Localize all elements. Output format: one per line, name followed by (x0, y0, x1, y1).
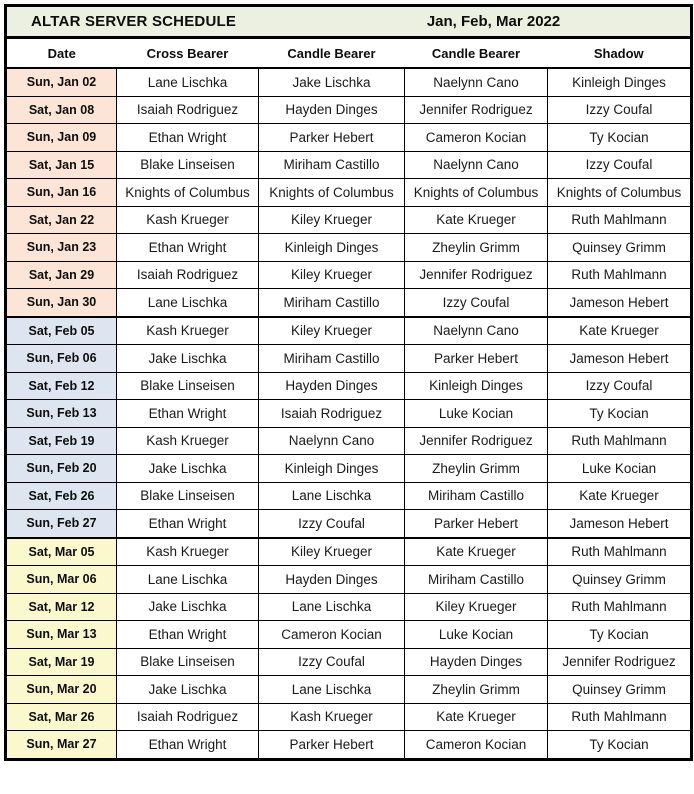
assignment-cell: Ruth Mahlmann (548, 261, 692, 289)
table-row (6, 234, 692, 262)
assignment-cell: Luke Kocian (405, 621, 548, 649)
col-header-candle-bearer-2: Candle Bearer (405, 38, 548, 69)
table-row (6, 510, 692, 538)
table-row (6, 179, 692, 207)
date-cell: Sun, Feb 06 (6, 345, 117, 373)
assignment-cell: Hayden Dinges (405, 648, 548, 676)
date-cell: Sat, Jan 08 (6, 96, 117, 124)
assignment-cell: Kiley Krueger (259, 206, 405, 234)
assignment-cell: Lane Lischka (117, 566, 259, 594)
assignment-cell: Parker Hebert (405, 345, 548, 373)
table-row (6, 345, 692, 373)
assignment-cell: Naelynn Cano (405, 68, 548, 96)
table-row (6, 372, 692, 400)
assignment-cell: Jennifer Rodriguez (405, 427, 548, 455)
table-row (6, 400, 692, 428)
assignment-cell: Blake Linseisen (117, 151, 259, 179)
assignment-cell: Hayden Dinges (259, 372, 405, 400)
assignment-cell: Izzy Coufal (259, 510, 405, 538)
assignment-cell: Kash Krueger (117, 206, 259, 234)
assignment-cell: Parker Hebert (259, 124, 405, 152)
assignment-cell: Kate Krueger (548, 482, 692, 510)
assignment-cell: Jameson Hebert (548, 510, 692, 538)
assignment-cell: Hayden Dinges (259, 566, 405, 594)
assignment-cell: Knights of Columbus (548, 179, 692, 207)
assignment-cell: Jake Lischka (117, 676, 259, 704)
assignment-cell: Jake Lischka (117, 593, 259, 621)
table-row (6, 648, 692, 676)
assignment-cell: Quinsey Grimm (548, 234, 692, 262)
assignment-cell: Quinsey Grimm (548, 566, 692, 594)
assignment-cell: Knights of Columbus (405, 179, 548, 207)
assignment-cell: Jameson Hebert (548, 345, 692, 373)
page-title: ALTAR SERVER SCHEDULE (31, 13, 237, 30)
table-row (6, 289, 692, 317)
col-header-cross-bearer: Cross Bearer (117, 38, 259, 69)
assignment-cell: Jameson Hebert (548, 289, 692, 317)
date-cell: Sat, Jan 15 (6, 151, 117, 179)
table-row (6, 261, 692, 289)
col-header-date: Date (6, 38, 117, 69)
date-cell: Sat, Mar 12 (6, 593, 117, 621)
date-cell: Sat, Jan 29 (6, 261, 117, 289)
assignment-cell: Hayden Dinges (259, 96, 405, 124)
assignment-cell: Kiley Krueger (259, 317, 405, 345)
assignment-cell: Jennifer Rodriguez (405, 261, 548, 289)
assignment-cell: Kate Krueger (405, 538, 548, 566)
date-cell: Sat, Mar 05 (6, 538, 117, 566)
assignment-cell: Miriham Castillo (259, 345, 405, 373)
col-header-candle-bearer-1: Candle Bearer (259, 38, 405, 69)
assignment-cell: Kinleigh Dinges (259, 455, 405, 483)
assignment-cell: Izzy Coufal (548, 151, 692, 179)
assignment-cell: Naelynn Cano (259, 427, 405, 455)
date-cell: Sun, Feb 20 (6, 455, 117, 483)
schedule-table (4, 4, 693, 761)
assignment-cell: Jennifer Rodriguez (548, 648, 692, 676)
date-cell: Sat, Mar 19 (6, 648, 117, 676)
table-row (6, 124, 692, 152)
period-label: Jan, Feb, Mar 2022 (426, 13, 561, 30)
assignment-cell: Cameron Kocian (405, 124, 548, 152)
table-row (6, 455, 692, 483)
assignment-cell: Ethan Wright (117, 400, 259, 428)
assignment-cell: Knights of Columbus (259, 179, 405, 207)
date-cell: Sun, Feb 13 (6, 400, 117, 428)
title-row (6, 6, 692, 38)
assignment-cell: Lane Lischka (259, 593, 405, 621)
assignment-cell: Izzy Coufal (548, 372, 692, 400)
assignment-cell: Kiley Krueger (405, 593, 548, 621)
table-row (6, 482, 692, 510)
assignment-cell: Jennifer Rodriguez (405, 96, 548, 124)
assignment-cell: Kate Krueger (405, 703, 548, 731)
col-header-shadow: Shadow (548, 38, 692, 69)
table-row (6, 731, 692, 760)
assignment-cell: Kinleigh Dinges (259, 234, 405, 262)
date-cell: Sun, Jan 30 (6, 289, 117, 317)
date-cell: Sat, Jan 22 (6, 206, 117, 234)
assignment-cell: Kiley Krueger (259, 538, 405, 566)
assignment-cell: Knights of Columbus (117, 179, 259, 207)
assignment-cell: Naelynn Cano (405, 317, 548, 345)
table-row (6, 317, 692, 345)
assignment-cell: Zheylin Grimm (405, 676, 548, 704)
assignment-cell: Miriham Castillo (405, 566, 548, 594)
date-cell: Sat, Feb 12 (6, 372, 117, 400)
title-bar (6, 6, 692, 38)
assignment-cell: Izzy Coufal (548, 96, 692, 124)
date-cell: Sun, Mar 13 (6, 621, 117, 649)
date-cell: Sun, Jan 02 (6, 68, 117, 96)
date-cell: Sun, Mar 27 (6, 731, 117, 760)
assignment-cell: Jake Lischka (117, 345, 259, 373)
assignment-cell: Naelynn Cano (405, 151, 548, 179)
date-cell: Sat, Mar 26 (6, 703, 117, 731)
assignment-cell: Kinleigh Dinges (405, 372, 548, 400)
table-row (6, 593, 692, 621)
assignment-cell: Ty Kocian (548, 731, 692, 760)
table-row (6, 676, 692, 704)
assignment-cell: Cameron Kocian (405, 731, 548, 760)
assignment-cell: Izzy Coufal (405, 289, 548, 317)
assignment-cell: Ethan Wright (117, 731, 259, 760)
assignment-cell: Ethan Wright (117, 234, 259, 262)
table-row (6, 151, 692, 179)
date-cell: Sun, Mar 06 (6, 566, 117, 594)
assignment-cell: Parker Hebert (405, 510, 548, 538)
assignment-cell: Ruth Mahlmann (548, 206, 692, 234)
assignment-cell: Lane Lischka (259, 676, 405, 704)
assignment-cell: Ruth Mahlmann (548, 538, 692, 566)
assignment-cell: Kate Krueger (405, 206, 548, 234)
assignment-cell: Lane Lischka (117, 68, 259, 96)
assignment-cell: Kate Krueger (548, 317, 692, 345)
assignment-cell: Izzy Coufal (259, 648, 405, 676)
assignment-cell: Ruth Mahlmann (548, 427, 692, 455)
assignment-cell: Blake Linseisen (117, 482, 259, 510)
assignment-cell: Quinsey Grimm (548, 676, 692, 704)
date-cell: Sun, Jan 09 (6, 124, 117, 152)
assignment-cell: Zheylin Grimm (405, 455, 548, 483)
assignment-cell: Luke Kocian (548, 455, 692, 483)
assignment-cell: Jake Lischka (117, 455, 259, 483)
table-row (6, 566, 692, 594)
assignment-cell: Isaiah Rodriguez (117, 96, 259, 124)
table-row (6, 621, 692, 649)
assignment-cell: Ruth Mahlmann (548, 593, 692, 621)
assignment-cell: Kash Krueger (117, 317, 259, 345)
table-row (6, 538, 692, 566)
assignment-cell: Miriham Castillo (259, 151, 405, 179)
assignment-cell: Isaiah Rodriguez (117, 261, 259, 289)
schedule-body (6, 68, 692, 759)
date-cell: Sat, Feb 19 (6, 427, 117, 455)
assignment-cell: Isaiah Rodriguez (259, 400, 405, 428)
assignment-cell: Kash Krueger (259, 703, 405, 731)
date-cell: Sun, Feb 27 (6, 510, 117, 538)
assignment-cell: Jake Lischka (259, 68, 405, 96)
assignment-cell: Blake Linseisen (117, 372, 259, 400)
assignment-cell: Kiley Krueger (259, 261, 405, 289)
assignment-cell: Lane Lischka (117, 289, 259, 317)
table-row (6, 96, 692, 124)
column-header-row (6, 38, 692, 69)
assignment-cell: Ty Kocian (548, 400, 692, 428)
assignment-cell: Ty Kocian (548, 621, 692, 649)
date-cell: Sat, Feb 05 (6, 317, 117, 345)
table-row (6, 427, 692, 455)
assignment-cell: Ethan Wright (117, 621, 259, 649)
assignment-cell: Kinleigh Dinges (548, 68, 692, 96)
assignment-cell: Ethan Wright (117, 124, 259, 152)
date-cell: Sun, Jan 23 (6, 234, 117, 262)
table-row (6, 703, 692, 731)
table-row (6, 206, 692, 234)
assignment-cell: Lane Lischka (259, 482, 405, 510)
assignment-cell: Ethan Wright (117, 510, 259, 538)
assignment-cell: Miriham Castillo (405, 482, 548, 510)
assignment-cell: Miriham Castillo (259, 289, 405, 317)
date-cell: Sun, Mar 20 (6, 676, 117, 704)
assignment-cell: Luke Kocian (405, 400, 548, 428)
assignment-cell: Kash Krueger (117, 427, 259, 455)
assignment-cell: Zheylin Grimm (405, 234, 548, 262)
assignment-cell: Isaiah Rodriguez (117, 703, 259, 731)
date-cell: Sun, Jan 16 (6, 179, 117, 207)
assignment-cell: Ty Kocian (548, 124, 692, 152)
assignment-cell: Parker Hebert (259, 731, 405, 760)
assignment-cell: Blake Linseisen (117, 648, 259, 676)
assignment-cell: Cameron Kocian (259, 621, 405, 649)
assignment-cell: Ruth Mahlmann (548, 703, 692, 731)
assignment-cell: Kash Krueger (117, 538, 259, 566)
date-cell: Sat, Feb 26 (6, 482, 117, 510)
table-row (6, 68, 692, 96)
